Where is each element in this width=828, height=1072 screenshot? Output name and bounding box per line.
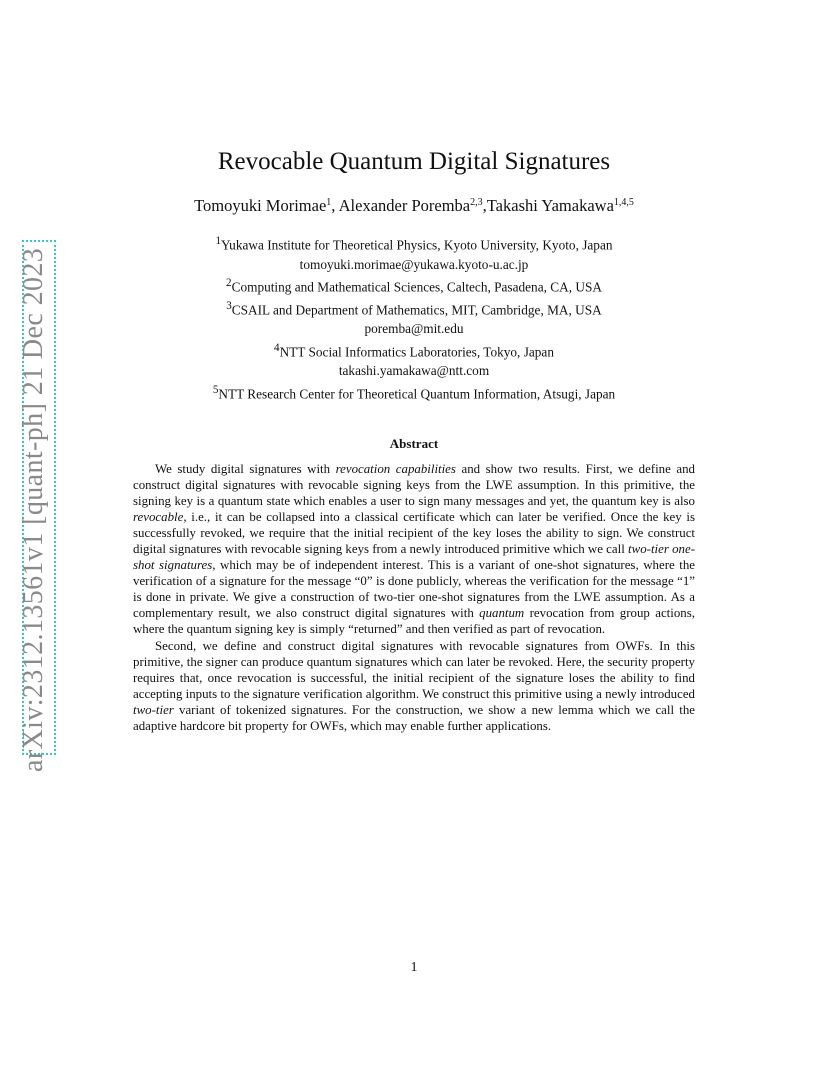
abstract-text: Second, we define and construct digital signatures with revocable signatures from OWFs. In this primitive, the signer can produce quantum signatures which can later be revoked. Here, the security property requires that, once revocation is successful, the initial recipient of the signature loses the ability to find accepting inputs to the signature verification algorithm. We construct this primitive using a newly introduced xyxy=(133,638,695,701)
author-separator: , xyxy=(331,196,339,215)
affiliation-text: Computing and Mathematical Sciences, Caltech, Pasadena, CA, USA xyxy=(231,279,602,295)
author-name: Tomoyuki Morimae xyxy=(194,196,327,215)
abstract-text: and show two results. First, we define and construct digital signatures with revocable signing keys from the LWE assumption. In this primitive, the signing key is a quantum state which enables a user to sign many messages and yet, the quantum key is also xyxy=(133,462,695,509)
author-affiliation-mark: 1 xyxy=(326,197,332,208)
author-name: Alexander Poremba xyxy=(338,196,471,215)
emphasized-text: two-tier one-shot signatures xyxy=(133,542,695,573)
affiliation-mark: 2 xyxy=(226,277,232,290)
affiliation-list xyxy=(0,232,828,403)
abstract-text: , i.e., it can be collapsed into a classical certificate which can later be verified. Once the key is successfully revoked, we require that the initial recipient of the key loses the ability to sign. We construct digital signatures with revocable signing keys from a newly introduced primitive which we call xyxy=(133,510,695,557)
abstract-paragraph-2 xyxy=(133,638,695,734)
affiliation-line xyxy=(0,339,828,362)
abstract-text: revocation from group actions, where the quantum signing key is simply “returned” and then verified as part of revocation. xyxy=(133,606,695,637)
abstract-text: We study digital signatures with xyxy=(155,462,336,476)
affiliation-text: CSAIL and Department of Mathematics, MIT, Cambridge, MA, USA xyxy=(231,302,602,318)
emphasized-text: two-tier xyxy=(133,702,174,717)
email-text: takashi.yamakawa@ntt.com xyxy=(338,363,490,379)
affiliation-line xyxy=(0,297,828,320)
email-text: tomoyuki.morimae@yukawa.kyoto-u.ac.jp xyxy=(299,256,529,272)
paper-title: Revocable Quantum Digital Signatures xyxy=(217,148,611,175)
abstract-text: variant of tokenized signatures. For the construction, we show a new lemma which we call the adaptive hardcore bit property for OWFs, which may enable further applications. xyxy=(133,702,695,733)
affiliation-mark: 4 xyxy=(274,341,280,354)
emphasized-text: quantum xyxy=(479,606,525,621)
page-number: 1 xyxy=(410,960,418,975)
affiliation-mark: 3 xyxy=(226,299,232,312)
affiliation-line xyxy=(0,381,828,404)
abstract-heading: Abstract xyxy=(389,436,439,451)
abstract-body xyxy=(133,461,695,734)
emphasized-text: revocation capabilities xyxy=(335,462,456,476)
emphasized-text: revocable xyxy=(133,510,184,525)
abstract-text: , which may be of independent interest. This is a variant of one-shot signatures, where the verification of a signature for the message “0” is done publicly, whereas the verification for the message “1” is done in private. We give a construction of two-tier one-shot signatures from the LWE assumption. As a complementary result, we also construct digital signatures with xyxy=(133,558,695,621)
author-separator: , xyxy=(482,196,487,215)
author-affiliation-mark: 1,4,5 xyxy=(613,197,634,208)
email-line xyxy=(0,255,828,274)
author-list xyxy=(0,196,828,216)
email-text: poremba@mit.edu xyxy=(364,321,464,337)
arxiv-stamp-text: arXiv:2312.13561v1 [quant-ph] 21 Dec 2023 xyxy=(18,247,49,772)
affiliation-text: NTT Social Informatics Laboratories, Tokyo, Japan xyxy=(279,344,554,360)
affiliation-text: NTT Research Center for Theoretical Quantum Information, Atsugi, Japan xyxy=(218,386,616,402)
author-affiliation-mark: 2,3 xyxy=(470,197,483,208)
affiliation-text: Yukawa Institute for Theoretical Physics, Kyoto University, Kyoto, Japan xyxy=(221,237,613,253)
author-name: Takashi Yamakawa xyxy=(486,196,614,215)
affiliation-mark: 5 xyxy=(212,383,219,396)
affiliation-line xyxy=(0,232,828,255)
affiliation-line xyxy=(0,274,828,297)
affiliation-mark: 1 xyxy=(215,235,222,247)
abstract-paragraph-1 xyxy=(133,461,695,638)
email-line xyxy=(0,361,828,380)
email-line xyxy=(0,319,828,338)
